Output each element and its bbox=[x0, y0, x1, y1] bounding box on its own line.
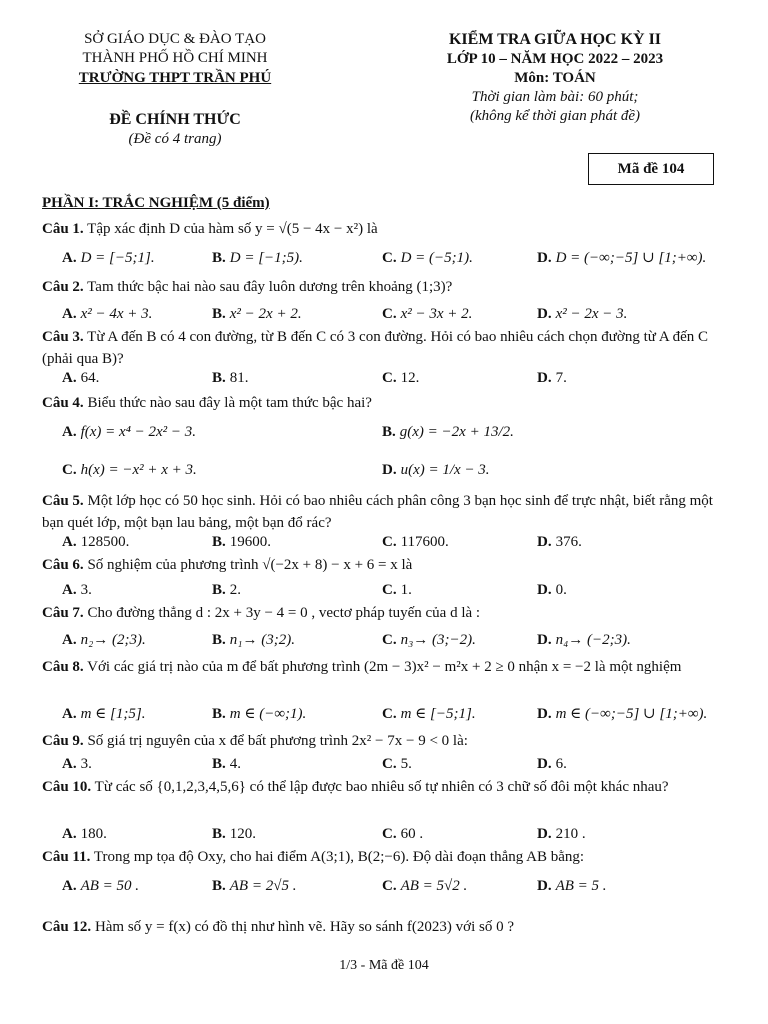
official-label: ĐỀ CHÍNH THỨC bbox=[109, 111, 241, 128]
option-c: C. 12. bbox=[382, 370, 420, 386]
question-10 bbox=[42, 776, 732, 798]
question-number: Câu 9. bbox=[42, 733, 84, 749]
question-4-options-row2 bbox=[62, 458, 732, 482]
exam-code-box: Mã đề 104 bbox=[588, 153, 714, 185]
option-d: D. AB = 5 . bbox=[537, 878, 607, 894]
option-b: B. n₁→ (3;2). bbox=[212, 632, 295, 648]
question-text: Số nghiệm của phương trình √(−2x + 8) − x + 6 = x là bbox=[87, 557, 413, 573]
question-number: Câu 11. bbox=[42, 849, 91, 865]
option-b: B. m ∈ (−∞;1). bbox=[212, 706, 307, 722]
question-7 bbox=[42, 602, 732, 624]
option-b: B. 4. bbox=[212, 756, 242, 772]
option-a: A. 3. bbox=[62, 756, 92, 772]
question-8 bbox=[42, 656, 732, 678]
option-c: C. 60 . bbox=[382, 826, 424, 842]
question-text: Số giá trị nguyên của x để bất phương trình 2x² − 7x − 9 < 0 là: bbox=[87, 733, 468, 749]
grade-year: LỚP 10 – NĂM HỌC 2022 – 2023 bbox=[446, 51, 664, 67]
option-d: D. 6. bbox=[537, 756, 567, 772]
option-b: B. x² − 2x + 2. bbox=[212, 306, 302, 322]
question-1-options bbox=[62, 246, 732, 270]
question-text: Tam thức bậc hai nào sau đây luôn dương trên khoảng (1;3)? bbox=[87, 279, 453, 295]
option-c: C. AB = 5√2 . bbox=[382, 878, 468, 894]
question-2-options bbox=[62, 302, 732, 326]
part-title: PHẦN I: TRẮC NGHIỆM (5 điểm) bbox=[42, 195, 270, 211]
option-a: A. 3. bbox=[62, 582, 92, 598]
option-c: C. m ∈ [−5;1]. bbox=[382, 706, 476, 722]
question-text: Cho đường thẳng d : 2x + 3y − 4 = 0 , vectơ pháp tuyến của d là : bbox=[87, 605, 481, 621]
option-c: C. h(x) = −x² + x + 3. bbox=[62, 462, 197, 478]
question-10-options bbox=[62, 822, 732, 846]
question-8-options bbox=[62, 702, 732, 726]
question-number: Câu 12. bbox=[42, 919, 92, 935]
question-number: Câu 1. bbox=[42, 221, 84, 237]
question-text: Hàm số y = f(x) có đồ thị như hình vẽ. Hãy so sánh f(2023) với số 0 ? bbox=[94, 919, 514, 935]
question-9 bbox=[42, 730, 732, 752]
question-2 bbox=[42, 276, 732, 298]
option-d: D. D = (−∞;−5] ∪ [1;+∞). bbox=[537, 250, 707, 266]
option-a: A. x² − 4x + 3. bbox=[62, 306, 153, 322]
question-number: Câu 3. bbox=[42, 329, 84, 345]
option-a: A. D = [−5;1]. bbox=[62, 250, 155, 266]
option-d: D. 7. bbox=[537, 370, 567, 386]
question-number: Câu 8. bbox=[42, 659, 84, 675]
option-a: A. AB = 50 . bbox=[62, 878, 140, 894]
question-11 bbox=[42, 846, 732, 868]
question-5-options bbox=[62, 530, 732, 554]
option-d: D. 210 . bbox=[537, 826, 586, 842]
question-number: Câu 10. bbox=[42, 779, 92, 795]
header-left bbox=[30, 30, 320, 148]
question-5 bbox=[42, 490, 732, 534]
question-6 bbox=[42, 554, 732, 576]
question-text: Từ các số {0,1,2,3,4,5,6} có thể lập được bao nhiêu số tự nhiên có 3 chữ số đôi một khác nhau? bbox=[94, 779, 669, 795]
option-c: C. D = (−5;1). bbox=[382, 250, 473, 266]
question-3-options bbox=[62, 366, 732, 390]
option-a: A. 128500. bbox=[62, 534, 130, 550]
school-name: TRƯỜNG THPT TRẦN PHÚ bbox=[78, 70, 272, 86]
option-a: A. 64. bbox=[62, 370, 100, 386]
time-note: (không kể thời gian phát đề) bbox=[469, 108, 641, 124]
option-d: D. x² − 2x − 3. bbox=[537, 306, 628, 322]
question-1 bbox=[42, 218, 732, 240]
department: SỞ GIÁO DỤC & ĐÀO TẠO bbox=[84, 31, 266, 47]
question-4-options-row1 bbox=[62, 420, 732, 444]
option-b: B. 81. bbox=[212, 370, 249, 386]
question-text: Một lớp học có 50 học sinh. Hỏi có bao nhiêu cách phân công 3 bạn học sinh để trực nhật, biết rằng một bạn quét lớp, một bạn lau bảng, một bạn đổ rác? bbox=[42, 493, 713, 531]
option-b: B. AB = 2√5 . bbox=[212, 878, 297, 894]
option-c: C. 5. bbox=[382, 756, 412, 772]
city: THÀNH PHỐ HỒ CHÍ MINH bbox=[82, 50, 268, 66]
option-d: D. u(x) = 1/x − 3. bbox=[382, 462, 490, 478]
option-a: A. n₂→ (2;3). bbox=[62, 632, 146, 648]
option-d: D. 0. bbox=[537, 582, 567, 598]
question-number: Câu 4. bbox=[42, 395, 84, 411]
time-limit: Thời gian làm bài: 60 phút; bbox=[471, 89, 639, 105]
option-d: D. 376. bbox=[537, 534, 582, 550]
question-number: Câu 7. bbox=[42, 605, 84, 621]
question-11-options bbox=[62, 874, 732, 898]
question-number: Câu 2. bbox=[42, 279, 84, 295]
question-text: Tập xác định D của hàm số y = √(5 − 4x − x²) là bbox=[87, 221, 378, 237]
subject: Môn: TOÁN bbox=[514, 70, 596, 86]
question-6-options bbox=[62, 578, 732, 602]
question-number: Câu 5. bbox=[42, 493, 84, 509]
question-3 bbox=[42, 326, 732, 370]
question-text: Với các giá trị nào của m để bất phương trình (2m − 3)x² − m²x + 2 ≥ 0 nhận x = −2 là một nghiệm bbox=[87, 659, 682, 675]
header-right bbox=[370, 30, 740, 126]
option-a: A. 180. bbox=[62, 826, 107, 842]
option-c: C. 1. bbox=[382, 582, 412, 598]
option-a: A. f(x) = x⁴ − 2x² − 3. bbox=[62, 424, 197, 440]
question-text: Từ A đến B có 4 con đường, từ B đến C có 3 con đường. Hỏi có bao nhiêu cách chọn đường từ A đến C (phải qua B)? bbox=[42, 329, 708, 367]
option-b: B. 120. bbox=[212, 826, 257, 842]
question-9-options bbox=[62, 752, 732, 776]
option-d: D. m ∈ (−∞;−5] ∪ [1;+∞). bbox=[537, 706, 708, 722]
question-12 bbox=[42, 916, 732, 938]
option-c: C. 117600. bbox=[382, 534, 449, 550]
question-number: Câu 6. bbox=[42, 557, 84, 573]
exam-title: KIỂM TRA GIỮA HỌC KỲ II bbox=[448, 31, 662, 48]
question-text: Biểu thức nào sau đây là một tam thức bậc hai? bbox=[87, 395, 372, 411]
page-count: (Đề có 4 trang) bbox=[128, 131, 222, 147]
option-b: B. 2. bbox=[212, 582, 242, 598]
question-7-options bbox=[62, 628, 732, 652]
option-a: A. m ∈ [1;5]. bbox=[62, 706, 146, 722]
option-c: C. x² − 3x + 2. bbox=[382, 306, 473, 322]
option-b: B. g(x) = −2x + 13/2. bbox=[382, 424, 514, 440]
option-d: D. n₄→ (−2;3). bbox=[537, 632, 631, 648]
question-text: Trong mp tọa độ Oxy, cho hai điểm A(3;1), B(2;−6). Độ dài đoạn thẳng AB bằng: bbox=[93, 849, 585, 865]
page-footer: 1/3 - Mã đề 104 bbox=[339, 958, 429, 973]
option-b: B. D = [−1;5). bbox=[212, 250, 303, 266]
option-b: B. 19600. bbox=[212, 534, 272, 550]
option-c: C. n₃→ (3;−2). bbox=[382, 632, 476, 648]
question-4 bbox=[42, 392, 732, 414]
